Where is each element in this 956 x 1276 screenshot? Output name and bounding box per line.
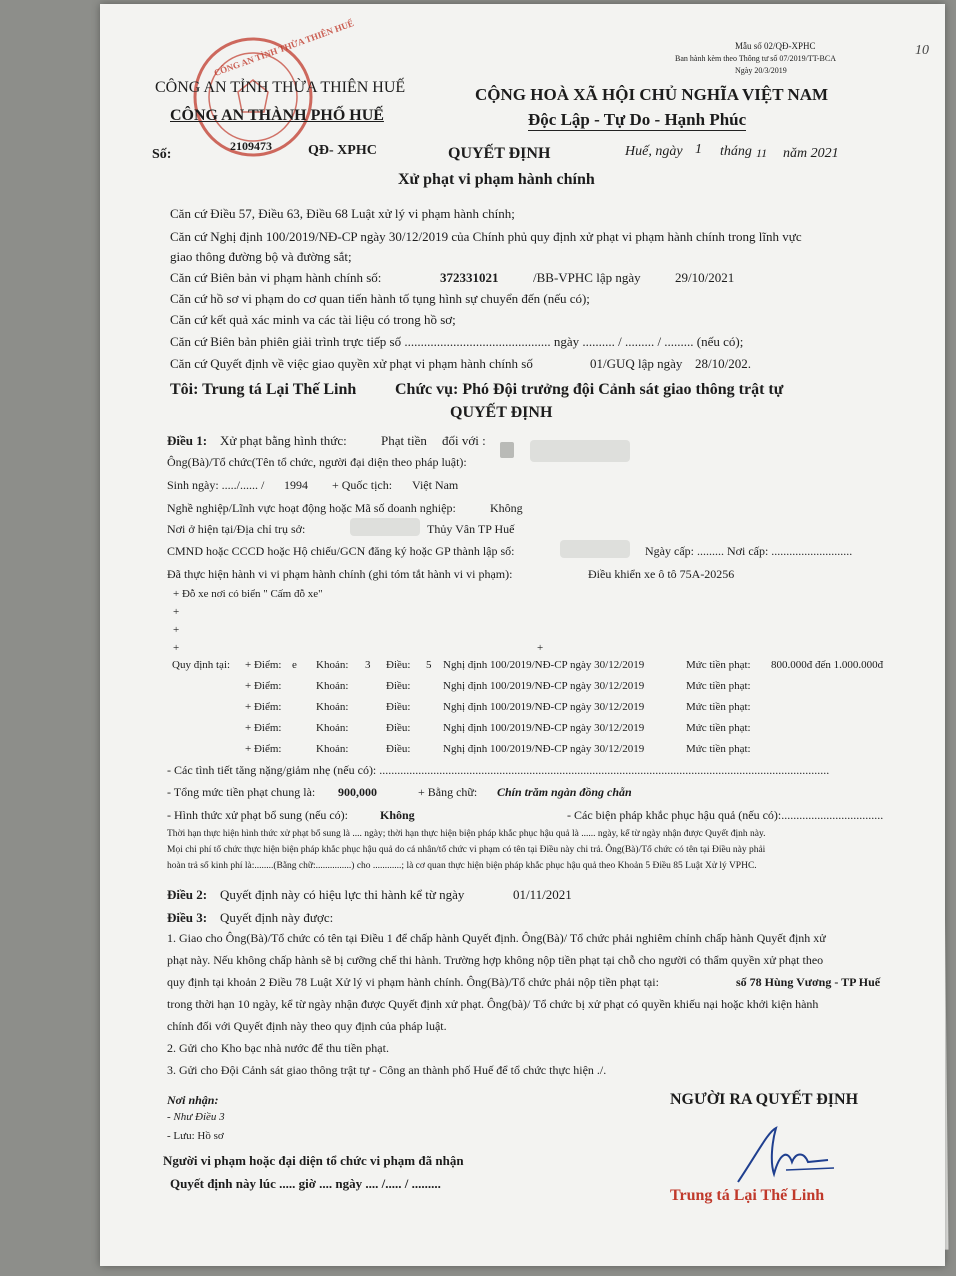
- article1-text: Xử phạt bằng hình thức:: [220, 433, 347, 448]
- article3-p3: 3. Gửi cho Đội Cảnh sát giao thông trật tự - Công an thành phố Huế để tổ chức thực hiện ./.: [167, 1063, 607, 1077]
- decision-number-label: Số:: [152, 147, 172, 162]
- form-issued-with: Ban hành kèm theo Thông tư số 07/2019/TT-BCA: [675, 54, 836, 63]
- form-issued-date: Ngày 20/3/2019: [735, 66, 787, 75]
- fine-words-label: + Bằng chữ:: [418, 785, 478, 799]
- regulation-row-1-art: Điều:: [386, 659, 411, 671]
- regulation-row-1-fine-v: 800.000đ đến 1.000.000đ: [771, 659, 884, 671]
- regulation-row-1-clause: Khoản:: [316, 659, 349, 671]
- total-fine-label: - Tổng mức tiền phạt chung là:: [167, 785, 316, 799]
- total-fine: 900,000: [338, 785, 377, 799]
- act-value: Điều khiển xe ô tô 75A-20256: [588, 567, 735, 581]
- regulation-row-1-point-v: e: [292, 659, 297, 671]
- authorization-number: 01/GUQ lập ngày: [590, 356, 683, 371]
- decision-day: 1: [695, 142, 702, 157]
- regulation-row-4-point: + Điểm:: [245, 722, 282, 734]
- regulation-row-1-art-v: 5: [426, 659, 432, 671]
- blurred-id: [560, 540, 630, 558]
- blurred-name: [530, 440, 630, 462]
- basis-2b: giao thông đường bộ và đường sắt;: [170, 249, 352, 264]
- basis-6: Căn cứ Biên bản phiên giải trình trực tiếp số ............................................. ngày .......... / ......... / ......... (nếu có);: [170, 334, 744, 349]
- regulation-row-5-point: + Điểm:: [245, 743, 282, 755]
- address-label: Nơi ở hiện tại/Địa chỉ trụ sở:: [167, 522, 306, 536]
- regulation-row-3-clause: Khoản:: [316, 701, 349, 713]
- decision-number: 2109473: [230, 139, 272, 153]
- basis-4: Căn cứ hồ sơ vi phạm do cơ quan tiến hành tố tụng hình sự chuyển đến (nếu có);: [170, 291, 590, 306]
- article3-p1d: trong thời hạn 10 ngày, kể từ ngày nhận được Quyết định xử phạt. Ông(bà)/ Tổ chức bị xử phạt có quyền khiếu nại hoặc khởi kiện hành: [167, 997, 819, 1011]
- authorization-date: 28/10/202.: [695, 356, 751, 371]
- regulation-row-4-fine: Mức tiền phạt:: [686, 722, 751, 734]
- basis-5: Căn cứ kết quả xác minh va các tài liệu có trong hồ sơ;: [170, 312, 456, 327]
- violation-record-number: 372331021: [440, 270, 499, 285]
- regulation-row-5-fine: Mức tiền phạt:: [686, 743, 751, 755]
- article2-text: Quyết định này có hiệu lực thi hành kể từ ngày: [220, 887, 465, 902]
- article3-label: Điều 3:: [167, 910, 208, 925]
- violation-plus-4: +: [173, 642, 180, 654]
- regulation-row-4-art: Điều:: [386, 722, 411, 734]
- regulation-label: Quy định tại:: [172, 659, 231, 671]
- form-code: Mẫu số 02/QĐ-XPHC: [735, 41, 816, 51]
- article3-p2: 2. Gửi cho Kho bạc nhà nước để thu tiền phạt.: [167, 1041, 389, 1055]
- received-label: Người vi phạm hoặc đại diện tổ chức vi phạm đã nhận: [163, 1153, 464, 1168]
- recipient-1: - Như Điều 3: [167, 1111, 225, 1123]
- note-1: Thời hạn thực hiện hình thức xử phạt bổ sung là .... ngày; thời hạn thực hiện biện pháp khắc phục hậu quả là ...... ngày, kể từ ngày nhận được Quyết định này.: [167, 829, 766, 839]
- decision-suffix: QĐ- XPHC: [308, 143, 377, 158]
- basis-2: Căn cứ Nghị định 100/2019/NĐ-CP ngày 30/12/2019 của Chính phủ quy định xử phạt vi phạm hành chính trong lĩnh vực: [170, 229, 802, 244]
- blurred-address: [350, 518, 420, 536]
- agency-province: CÔNG AN TỈNH THỪA THIÊN HUẾ: [155, 79, 406, 96]
- basis-3: Căn cứ Biên bản vi phạm hành chính số:: [170, 270, 382, 285]
- aggravating-circumstances: - Các tình tiết tăng nặng/giảm nhẹ (nếu có): ......................................................................................................................................................: [167, 763, 830, 777]
- decision-year: năm 2021: [783, 146, 839, 161]
- decision-title: QUYẾT ĐỊNH: [448, 145, 551, 162]
- recipient-2: - Lưu: Hồ sơ: [167, 1130, 224, 1142]
- basis-7: Căn cứ Quyết định về việc giao quyền xử phạt vi phạm hành chính số: [170, 356, 533, 371]
- decision-month-label: tháng: [720, 144, 752, 159]
- decision-title-2: QUYẾT ĐỊNH: [450, 404, 553, 421]
- note-3: hoàn trả số kinh phí là:........(Bằng chữ:...............) cho ............; là cơ quan thực hiện biện pháp khắc phục hậu quả theo Khoản 5 Điều 85 Luật Xử lý VPHC.: [167, 861, 757, 871]
- violation-item-1: + Đỗ xe nơi có biển " Cấm đỗ xe": [173, 588, 323, 600]
- effective-date: 01/11/2021: [513, 887, 572, 902]
- signature: [708, 1122, 848, 1192]
- regulation-row-2-decree: Nghị định 100/2019/NĐ-CP ngày 30/12/2019: [443, 680, 645, 692]
- decision-month: 11: [756, 146, 768, 160]
- agency-city: CÔNG AN THÀNH PHỐ HUẾ: [170, 107, 384, 124]
- article3-p1c: quy định tại khoản 2 Điều 78 Luật Xử lý vi phạm hành chính. Ông(Bà)/Tổ chức phải nộp tiền phạt tại:: [167, 975, 659, 989]
- signer-name: Trung tá Lại Thế Linh: [670, 1187, 825, 1204]
- extra-penalty: Không: [380, 808, 415, 822]
- regulation-row-3-decree: Nghị định 100/2019/NĐ-CP ngày 30/12/2019: [443, 701, 645, 713]
- article3-p1a: 1. Giao cho Ông(Bà)/Tổ chức có tên tại Điều 1 để chấp hành Quyết định. Ông(Bà)/ Tổ chức phải nghiêm chỉnh chấp hành Quyết định xử: [167, 931, 826, 945]
- note-2: Mọi chi phí tổ chức thực hiện biện pháp khắc phục hậu quả do cá nhân/tổ chức vi phạm có tên tại Điều này chi trả. Ông(Bà)/Tổ chức có tên tại Điều này phải: [167, 845, 766, 855]
- stamp-text: CÔNG AN TỈNH THỪA THIÊN HUẾ: [212, 18, 356, 79]
- document-page: [100, 4, 945, 1266]
- violation-record-date: 29/10/2021: [675, 270, 735, 285]
- recipients-label: Nơi nhận:: [167, 1093, 219, 1107]
- regulation-row-5-clause: Khoản:: [316, 743, 349, 755]
- officer-name: Tôi: Trung tá Lại Thế Linh: [170, 381, 357, 398]
- id-issue: Ngày cấp: ......... Nơi cấp: ...........................: [645, 544, 853, 558]
- act-label: Đã thực hiện hành vi vi phạm hành chính (ghi tóm tắt hành vi vi phạm):: [167, 567, 513, 581]
- address-value: Thủy Vân TP Huế: [427, 522, 515, 536]
- article2-label: Điều 2:: [167, 887, 208, 902]
- violation-plus-3: +: [173, 624, 180, 636]
- regulation-row-2-point: + Điểm:: [245, 680, 282, 692]
- regulation-row-5-art: Điều:: [386, 743, 411, 755]
- article3-text: Quyết định này được:: [220, 910, 334, 925]
- person-label: Ông(Bà)/Tổ chức(Tên tổ chức, người đại diện theo pháp luật):: [167, 455, 467, 469]
- regulation-row-1-point: + Điểm:: [245, 659, 282, 671]
- basis-1: Căn cứ Điều 57, Điều 63, Điều 68 Luật xử lý vi phạm hành chính;: [170, 206, 515, 221]
- regulation-row-2-art: Điều:: [386, 680, 411, 692]
- nation-title: CỘNG HOÀ XÃ HỘI CHỦ NGHĨA VIỆT NAM: [475, 85, 829, 104]
- regulation-row-1-fine: Mức tiền phạt:: [686, 659, 751, 671]
- regulation-row-3-fine: Mức tiền phạt:: [686, 701, 751, 713]
- decision-place: Huế, ngày: [625, 144, 683, 159]
- occupation-value: Không: [490, 501, 523, 515]
- regulation-row-2-clause: Khoản:: [316, 680, 349, 692]
- id-label: CMND hoặc CCCD hoặc Hộ chiếu/GCN đăng ký hoặc GP thành lập số:: [167, 544, 515, 558]
- violation-plus-5: +: [537, 642, 544, 654]
- regulation-row-2-fine: Mức tiền phạt:: [686, 680, 751, 692]
- regulation-row-5-decree: Nghị định 100/2019/NĐ-CP ngày 30/12/2019: [443, 743, 645, 755]
- regulation-row-3-art: Điều:: [386, 701, 411, 713]
- regulation-row-1-clause-v: 3: [365, 659, 371, 671]
- regulation-row-3-point: + Điểm:: [245, 701, 282, 713]
- remedy-measures: - Các biện pháp khắc phục hậu quả (nếu có):..................................: [567, 808, 884, 822]
- dob-label: Sinh ngày: ...../...... /: [167, 478, 265, 492]
- nation-motto: Độc Lập - Tự Do - Hạnh Phúc: [528, 110, 747, 129]
- nationality: Việt Nam: [412, 478, 459, 492]
- received-time: Quyết định này lúc ..... giờ .... ngày .... /..... / .........: [170, 1176, 441, 1191]
- article3-p1e: chính đối với Quyết định này theo quy định của pháp luật.: [167, 1019, 447, 1033]
- article3-p1b: phạt này. Nếu không chấp hành sẽ bị cưỡng chế thi hành. Trường hợp không nộp tiền phạt tại chỗ cho người có thẩm quyền xử phạt theo: [167, 953, 824, 967]
- page-mark: 10: [915, 43, 929, 58]
- nationality-label: + Quốc tịch:: [332, 478, 393, 492]
- occupation-label: Nghề nghiệp/Lĩnh vực hoạt động hoặc Mã số doanh nghiệp:: [167, 501, 456, 515]
- article1-to: đối với :: [442, 433, 486, 448]
- dob-year: 1994: [284, 478, 308, 492]
- officer-position: Chức vụ: Phó Đội trưởng đội Cảnh sát giao thông trật tự: [395, 381, 784, 398]
- fine-words: Chín trăm ngàn đồng chẵn: [497, 785, 632, 799]
- payment-place: số 78 Hùng Vương - TP Huế: [736, 975, 881, 989]
- extra-penalty-label: - Hình thức xử phạt bổ sung (nếu có):: [167, 808, 348, 822]
- regulation-row-1-decree: Nghị định 100/2019/NĐ-CP ngày 30/12/2019: [443, 659, 645, 671]
- article1-label: Điều 1:: [167, 433, 208, 448]
- violation-plus-2: +: [173, 606, 180, 618]
- penalty-form: Phạt tiền: [381, 433, 427, 448]
- redacted-name: [500, 442, 514, 458]
- basis-3-tail: /BB-VPHC lập ngày: [533, 270, 641, 285]
- signer-title: NGƯỜI RA QUYẾT ĐỊNH: [670, 1091, 859, 1108]
- regulation-row-4-decree: Nghị định 100/2019/NĐ-CP ngày 30/12/2019: [443, 722, 645, 734]
- decision-subtitle: Xử phạt vi phạm hành chính: [398, 171, 595, 188]
- regulation-row-4-clause: Khoản:: [316, 722, 349, 734]
